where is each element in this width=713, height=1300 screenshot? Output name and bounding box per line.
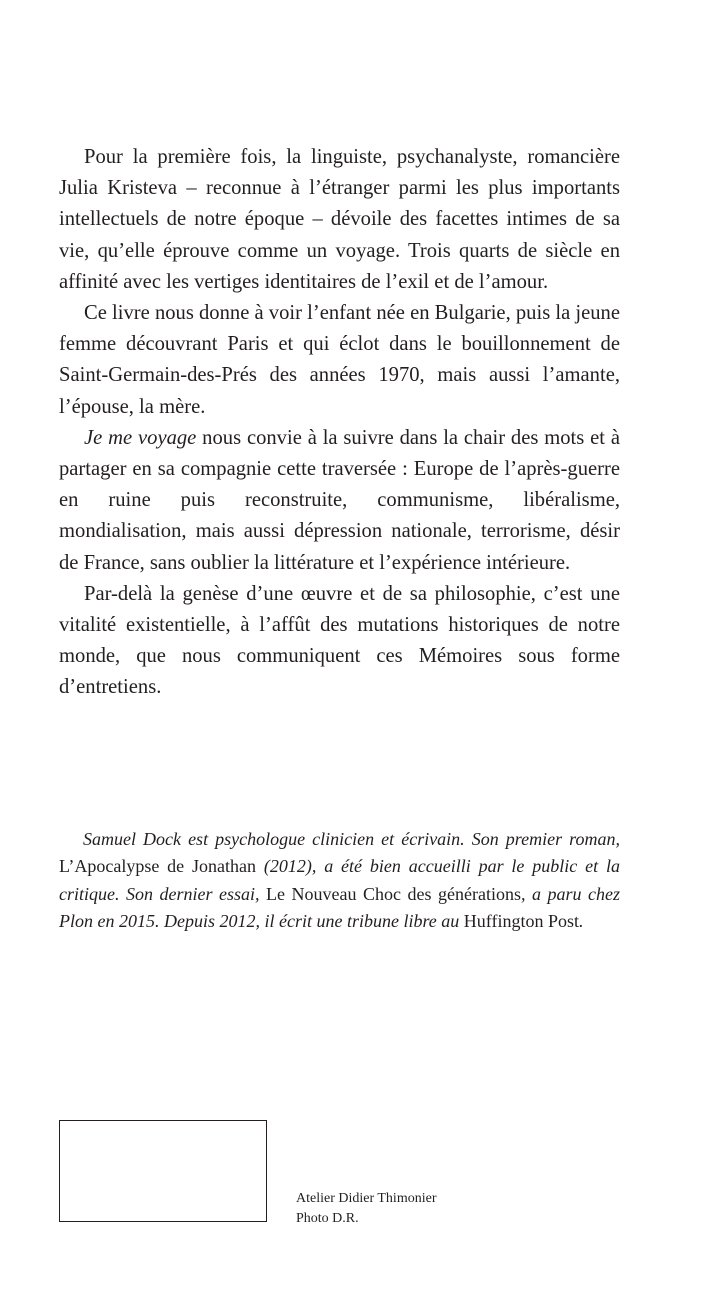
credits bbox=[296, 1189, 436, 1228]
design-credit: Atelier Didier Thimonier bbox=[296, 1191, 437, 1206]
essay-title: Le Nouveau Choc des générations bbox=[266, 883, 521, 904]
author-bio-text-2: (2012), a été bien accueilli par le public et la critique. Son dernier essai, bbox=[59, 856, 620, 904]
outlet-name: Huffington Post bbox=[463, 911, 579, 932]
photo-credit: Photo D.R. bbox=[296, 1210, 359, 1226]
author-bio bbox=[59, 826, 620, 936]
author-bio-paragraph bbox=[59, 826, 620, 936]
description-paragraph-3 bbox=[59, 423, 620, 579]
description-paragraph-3-text: nous convie à la suivre dans la chair des mots et à partager en sa compagnie cette traversée : Europe de l’après-guerre en ruine puis reconstruite, communisme, libéralisme, mondialisation, mais aussi dépression nationale, terrorisme, désir de France, sans oublier la littérature et l’expérience intérieure. bbox=[59, 426, 621, 574]
author-bio-end: . bbox=[578, 911, 584, 932]
description-paragraph-2: Ce livre nous donne à voir l’enfant née en Bulgarie, puis la jeune femme découvrant Paris et qui éclot dans le bouillonnement de Saint-Germain-des-Prés des années 1970, mais aussi l’amante, l’épouse, la mère. bbox=[59, 302, 620, 418]
description-paragraph-4: Par-delà la genèse d’une œuvre et de sa philosophie, c’est une vitalité existentielle, à l’affût des mutations historiques de notre monde, que nous communiquent ces Mémoires sous forme d’entretiens. bbox=[59, 582, 620, 699]
author-bio-text-1: Samuel Dock est psychologue clinicien et écrivain. Son premier roman, bbox=[83, 829, 620, 849]
description-paragraph-1: Pour la première fois, la linguiste, psychanalyste, romancière Julia Kristeva – reconnue à l’étranger parmi les plus importants intellectuels de notre époque – dévoile des facettes intimes de sa vie, qu’elle éprouve comme un voyage. Trois quarts de siècle en affinité avec les vertiges identitaires de l’exil et de l’amour. bbox=[59, 146, 620, 293]
back-cover-description bbox=[59, 142, 620, 704]
novel-title: L’Apocalypse de Jonathan bbox=[59, 856, 256, 877]
author-photo-frame bbox=[59, 1120, 267, 1222]
author-bio-text-3: , a paru chez Plon en 2015. Depuis 2012, il écrit une tribune libre au bbox=[59, 883, 620, 932]
book-title: Je me voyage bbox=[84, 426, 197, 449]
